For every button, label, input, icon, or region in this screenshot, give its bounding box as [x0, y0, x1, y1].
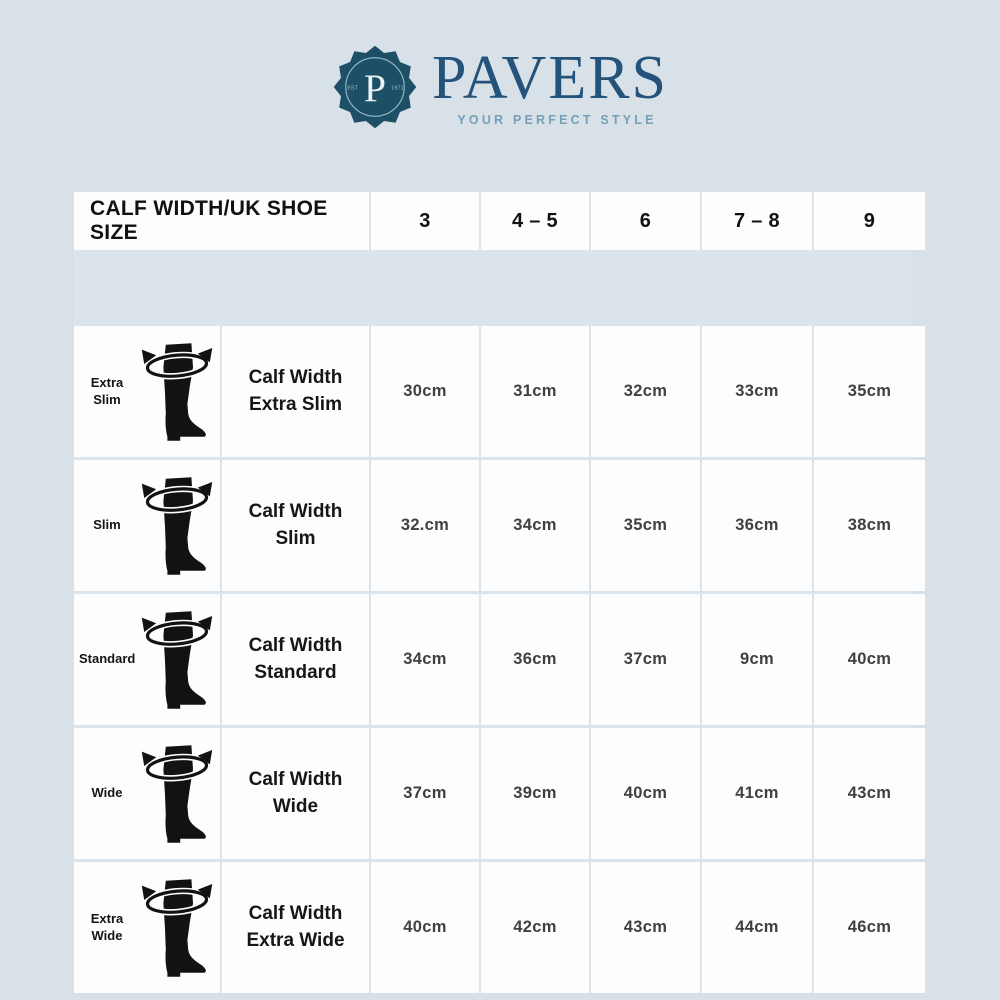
calf-measurement-cell: 36cm: [481, 594, 589, 725]
calf-measurement-cell: 35cm: [591, 460, 700, 591]
header-size-9: 9: [814, 192, 925, 250]
calf-measurement-cell: 34cm: [481, 460, 589, 591]
calf-measurement-cell: 40cm: [371, 862, 479, 993]
calf-measurement-cell: 33cm: [702, 326, 812, 457]
boot-calf-measure-icon: [137, 341, 217, 443]
calf-width-name-cell: Calf Width Standard: [222, 594, 369, 725]
boot-calf-measure-icon: [137, 609, 217, 711]
calf-measurement-cell: 9cm: [702, 594, 812, 725]
badge-letter: P: [363, 65, 386, 110]
calf-measurement-cell: 42cm: [481, 862, 589, 993]
calf-measurement-cell: 31cm: [481, 326, 589, 457]
calf-width-name-cell: Calf Width Wide: [222, 728, 369, 859]
brand-tagline: YOUR PERFECT STYLE: [457, 113, 657, 127]
calf-style-cell: [74, 326, 220, 457]
header-size-7-8: 7 – 8: [702, 192, 812, 250]
pavers-seal-icon: [332, 44, 418, 130]
calf-measurement-cell: 40cm: [591, 728, 700, 859]
table-header-label: CALF WIDTH/UK SHOE SIZE: [74, 192, 369, 250]
header-size-3: 3: [371, 192, 479, 250]
header-size-6: 6: [591, 192, 700, 250]
calf-measurement-cell: 43cm: [814, 728, 925, 859]
badge-est-text: EST: [347, 85, 359, 92]
calf-measurement-cell: 39cm: [481, 728, 589, 859]
calf-measurement-cell: 35cm: [814, 326, 925, 457]
brand-name: PAVERS: [431, 44, 669, 112]
boot-calf-measure-icon: [137, 877, 217, 979]
calf-measurement-cell: 46cm: [814, 862, 925, 993]
calf-width-name-cell: Calf Width Extra Wide: [222, 862, 369, 993]
calf-width-name-cell: Calf Width Extra Slim: [222, 326, 369, 457]
calf-style-cell: [74, 594, 220, 725]
calf-measurement-cell: 38cm: [814, 460, 925, 591]
badge-year-text: 1971: [391, 85, 404, 92]
calf-width-name-cell: Calf Width Slim: [222, 460, 369, 591]
calf-style-cell: [74, 460, 220, 591]
calf-style-label: Wide: [91, 785, 123, 801]
calf-measurement-cell: 41cm: [702, 728, 812, 859]
calf-measurement-cell: 37cm: [591, 594, 700, 725]
calf-width-size-table: [74, 192, 913, 993]
calf-measurement-cell: 34cm: [371, 594, 479, 725]
boot-calf-measure-icon: [137, 475, 217, 577]
calf-style-label: Extra Slim: [90, 375, 124, 407]
calf-measurement-cell: 32.cm: [371, 460, 479, 591]
brand-wordmark-block: [431, 44, 669, 127]
calf-style-label: Slim: [93, 517, 121, 533]
calf-measurement-cell: 36cm: [702, 460, 812, 591]
calf-measurement-cell: 37cm: [371, 728, 479, 859]
calf-measurement-cell: 32cm: [591, 326, 700, 457]
calf-style-cell: [74, 728, 220, 859]
boot-calf-measure-icon: [137, 743, 217, 845]
calf-measurement-cell: 44cm: [702, 862, 812, 993]
calf-style-label: Extra Wide: [90, 911, 124, 943]
brand-logo: [0, 44, 1000, 130]
calf-measurement-cell: 40cm: [814, 594, 925, 725]
calf-style-cell: [74, 862, 220, 993]
calf-measurement-cell: 30cm: [371, 326, 479, 457]
calf-style-label: Standard: [79, 651, 136, 667]
header-size-4-5: 4 – 5: [481, 192, 589, 250]
calf-measurement-cell: 43cm: [591, 862, 700, 993]
